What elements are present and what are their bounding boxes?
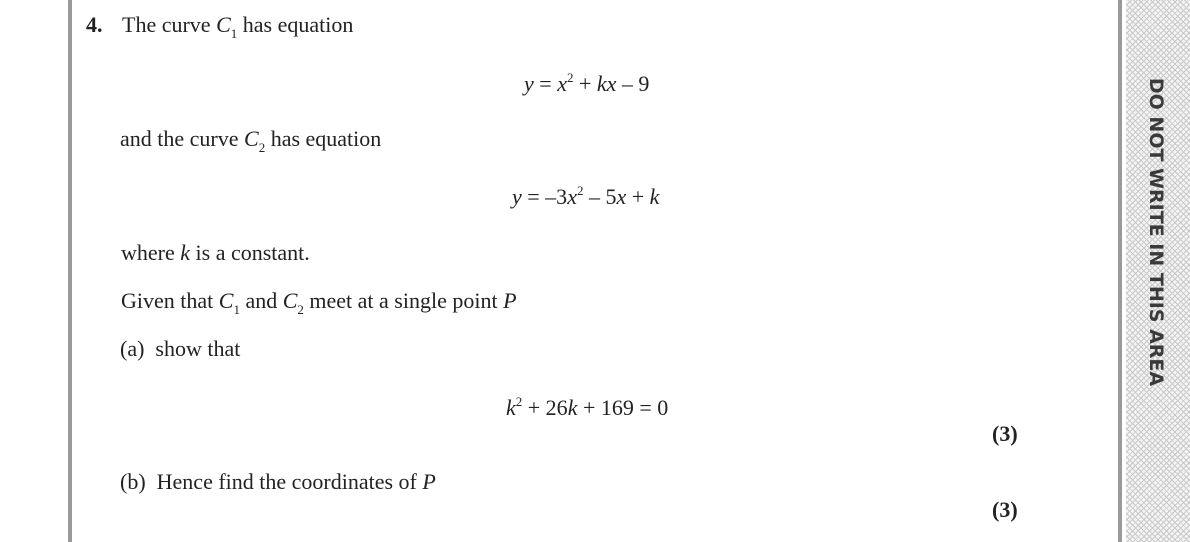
intro-post: has equation bbox=[237, 12, 354, 37]
line4-c2: C bbox=[282, 288, 298, 313]
part-a-label: (a) bbox=[120, 336, 145, 361]
line2-pre: and the curve bbox=[120, 126, 244, 151]
eq2-exponent: 2 bbox=[576, 183, 584, 198]
eq1-constant: – 9 bbox=[616, 71, 650, 96]
margin-warning: DO NOT WRITE IN THIS AREA bbox=[1145, 77, 1167, 387]
line4-c2-subscript: 2 bbox=[297, 302, 304, 317]
marks-part-b: (3) bbox=[992, 497, 1018, 522]
eq3-rest: + 169 = 0 bbox=[577, 395, 669, 420]
right-margin-rule bbox=[1118, 0, 1122, 542]
question-number: 4. bbox=[86, 12, 103, 37]
eq1-equals: = bbox=[533, 71, 558, 96]
eq1-x: x bbox=[557, 71, 567, 96]
part-b-text: Hence find the coordinates of bbox=[156, 469, 423, 494]
eq2-equals: = –3 bbox=[521, 184, 568, 209]
line4-mid: meet at a single point bbox=[303, 288, 504, 313]
eq2-x: x bbox=[567, 184, 577, 209]
eq3-k2: k bbox=[567, 395, 578, 420]
equation-c1 bbox=[524, 71, 649, 95]
eq3-mid: + 26 bbox=[522, 395, 568, 420]
curve-c1: C bbox=[216, 12, 231, 37]
intro-line bbox=[122, 14, 353, 40]
equation-c2 bbox=[512, 184, 659, 208]
line3-post: is a constant. bbox=[190, 240, 310, 265]
line2-post: has equation bbox=[265, 126, 382, 151]
eq3-exponent: 2 bbox=[515, 394, 523, 409]
eq1-plus: + bbox=[573, 71, 597, 96]
eq2-plus: + bbox=[626, 184, 650, 209]
line4-c1: C bbox=[218, 288, 234, 313]
part-a bbox=[120, 338, 240, 360]
eq2-k: k bbox=[649, 184, 660, 209]
line4-pre: Given that bbox=[121, 288, 219, 313]
eq1-y: y bbox=[524, 71, 534, 96]
curve-c2-line bbox=[120, 128, 381, 154]
equation-show-that bbox=[506, 395, 668, 419]
line4-p: P bbox=[503, 288, 517, 313]
eq1-kx: kx bbox=[596, 71, 617, 96]
eq1-exponent: 2 bbox=[566, 70, 574, 85]
intro-pre: The curve bbox=[122, 12, 217, 37]
marks-part-a: (3) bbox=[992, 421, 1018, 446]
part-b bbox=[120, 471, 436, 493]
line3-pre: where bbox=[121, 240, 181, 265]
part-a-text: show that bbox=[155, 336, 241, 361]
eq2-y: y bbox=[512, 184, 522, 209]
part-b-label: (b) bbox=[120, 469, 146, 494]
line4-and: and bbox=[239, 288, 283, 313]
left-margin-rule bbox=[68, 0, 72, 542]
curve-c1-subscript: 1 bbox=[230, 26, 238, 41]
constant-line bbox=[121, 242, 310, 264]
line3-k: k bbox=[180, 240, 191, 265]
eq2-x2: x bbox=[616, 184, 627, 209]
curve-c2: C bbox=[244, 126, 259, 151]
part-b-p: P bbox=[422, 469, 436, 494]
line4-c1-subscript: 1 bbox=[233, 302, 240, 317]
curve-c2-subscript: 2 bbox=[258, 140, 266, 155]
given-line bbox=[121, 290, 517, 316]
eq3-k: k bbox=[506, 395, 516, 420]
eq2-linear-coef: – 5 bbox=[583, 184, 617, 209]
